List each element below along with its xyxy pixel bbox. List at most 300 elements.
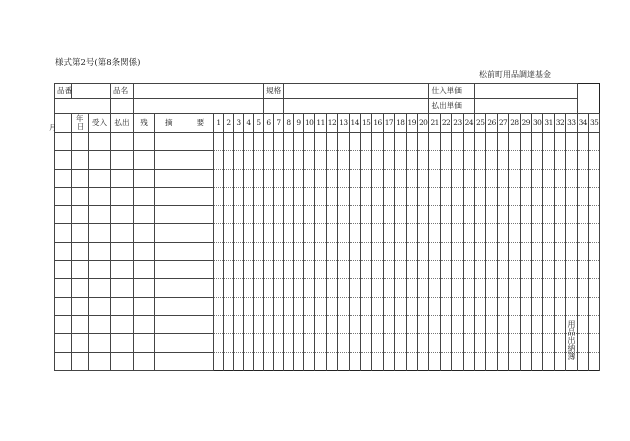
tally-cell[interactable] <box>543 279 554 297</box>
tally-cell[interactable] <box>486 352 497 370</box>
tally-cell[interactable] <box>372 151 383 169</box>
tally-cell[interactable] <box>463 334 474 352</box>
tally-cell[interactable] <box>349 187 360 205</box>
tally-cell[interactable] <box>326 315 337 333</box>
tally-cell[interactable] <box>254 352 264 370</box>
tally-cell[interactable] <box>475 169 486 187</box>
tally-cell[interactable] <box>520 279 531 297</box>
tally-cell[interactable] <box>214 242 224 260</box>
tally-cell[interactable] <box>429 352 440 370</box>
tally-cell[interactable] <box>406 187 417 205</box>
tally-cell[interactable] <box>284 297 294 315</box>
summary-cell[interactable] <box>155 297 214 315</box>
tally-cell[interactable] <box>234 133 244 151</box>
tally-cell[interactable] <box>520 261 531 279</box>
tally-cell[interactable] <box>520 315 531 333</box>
tally-cell[interactable] <box>214 151 224 169</box>
tally-cell[interactable] <box>372 334 383 352</box>
month-cell[interactable] <box>55 279 72 297</box>
tally-cell[interactable] <box>254 297 264 315</box>
tally-cell[interactable] <box>254 187 264 205</box>
tally-cell[interactable] <box>304 261 315 279</box>
tally-cell[interactable] <box>440 334 451 352</box>
tally-cell[interactable] <box>577 242 588 260</box>
summary-cell[interactable] <box>155 334 214 352</box>
tally-cell[interactable] <box>463 315 474 333</box>
tally-cell[interactable] <box>543 224 554 242</box>
tally-cell[interactable] <box>532 206 543 224</box>
tally-cell[interactable] <box>452 224 463 242</box>
tally-cell[interactable] <box>395 315 406 333</box>
tally-cell[interactable] <box>326 279 337 297</box>
tally-cell[interactable] <box>274 169 284 187</box>
tally-cell[interactable] <box>315 206 326 224</box>
tally-cell[interactable] <box>429 297 440 315</box>
tally-cell[interactable] <box>294 279 304 297</box>
tally-cell[interactable] <box>338 261 349 279</box>
tally-cell[interactable] <box>486 169 497 187</box>
tally-cell[interactable] <box>304 279 315 297</box>
tally-cell[interactable] <box>475 187 486 205</box>
tally-cell[interactable] <box>224 334 234 352</box>
tally-cell[interactable] <box>486 187 497 205</box>
tally-cell[interactable] <box>315 297 326 315</box>
tally-cell[interactable] <box>509 151 520 169</box>
tally-cell[interactable] <box>417 261 429 279</box>
tally-cell[interactable] <box>383 151 394 169</box>
tally-cell[interactable] <box>588 206 599 224</box>
tally-cell[interactable] <box>475 242 486 260</box>
summary-cell[interactable] <box>155 261 214 279</box>
tally-cell[interactable] <box>486 334 497 352</box>
tally-cell[interactable] <box>315 352 326 370</box>
tally-cell[interactable] <box>274 297 284 315</box>
tally-cell[interactable] <box>440 242 451 260</box>
tally-cell[interactable] <box>383 224 394 242</box>
tally-cell[interactable] <box>417 242 429 260</box>
tally-cell[interactable] <box>244 151 254 169</box>
tally-cell[interactable] <box>566 261 577 279</box>
tally-cell[interactable] <box>406 297 417 315</box>
tally-cell[interactable] <box>264 169 274 187</box>
tally-cell[interactable] <box>315 261 326 279</box>
day-cell[interactable] <box>72 334 89 352</box>
day-cell[interactable] <box>72 242 89 260</box>
tally-cell[interactable] <box>294 242 304 260</box>
tally-cell[interactable] <box>234 224 244 242</box>
tally-cell[interactable] <box>588 242 599 260</box>
purchase-price-field[interactable] <box>475 84 578 99</box>
tally-cell[interactable] <box>475 334 486 352</box>
tally-cell[interactable] <box>315 133 326 151</box>
tally-cell[interactable] <box>214 169 224 187</box>
tally-cell[interactable] <box>304 206 315 224</box>
tally-cell[interactable] <box>383 242 394 260</box>
tally-cell[interactable] <box>338 242 349 260</box>
tally-cell[interactable] <box>254 151 264 169</box>
issued-cell[interactable] <box>111 151 134 169</box>
tally-cell[interactable] <box>254 242 264 260</box>
tally-cell[interactable] <box>463 206 474 224</box>
tally-cell[interactable] <box>244 315 254 333</box>
tally-cell[interactable] <box>234 352 244 370</box>
tally-cell[interactable] <box>463 187 474 205</box>
tally-cell[interactable] <box>264 315 274 333</box>
tally-cell[interactable] <box>543 151 554 169</box>
tally-cell[interactable] <box>304 133 315 151</box>
received-cell[interactable] <box>89 261 111 279</box>
tally-cell[interactable] <box>326 133 337 151</box>
tally-cell[interactable] <box>406 279 417 297</box>
tally-cell[interactable] <box>338 206 349 224</box>
tally-cell[interactable] <box>566 279 577 297</box>
received-cell[interactable] <box>89 187 111 205</box>
tally-cell[interactable] <box>284 133 294 151</box>
tally-cell[interactable] <box>254 334 264 352</box>
tally-cell[interactable] <box>360 334 371 352</box>
tally-cell[interactable] <box>554 334 565 352</box>
tally-cell[interactable] <box>577 169 588 187</box>
tally-cell[interactable] <box>304 169 315 187</box>
tally-cell[interactable] <box>224 206 234 224</box>
received-cell[interactable] <box>89 206 111 224</box>
tally-cell[interactable] <box>475 261 486 279</box>
tally-cell[interactable] <box>284 279 294 297</box>
tally-cell[interactable] <box>349 315 360 333</box>
tally-cell[interactable] <box>372 187 383 205</box>
tally-cell[interactable] <box>452 334 463 352</box>
tally-cell[interactable] <box>224 352 234 370</box>
tally-cell[interactable] <box>417 315 429 333</box>
tally-cell[interactable] <box>588 261 599 279</box>
tally-cell[interactable] <box>284 151 294 169</box>
tally-cell[interactable] <box>475 224 486 242</box>
tally-cell[interactable] <box>349 334 360 352</box>
tally-cell[interactable] <box>304 352 315 370</box>
tally-cell[interactable] <box>284 315 294 333</box>
tally-cell[interactable] <box>338 279 349 297</box>
tally-cell[interactable] <box>509 261 520 279</box>
tally-cell[interactable] <box>264 297 274 315</box>
tally-cell[interactable] <box>566 242 577 260</box>
tally-cell[interactable] <box>395 224 406 242</box>
balance-cell[interactable] <box>134 334 155 352</box>
tally-cell[interactable] <box>274 224 284 242</box>
tally-cell[interactable] <box>577 187 588 205</box>
tally-cell[interactable] <box>566 224 577 242</box>
tally-cell[interactable] <box>452 151 463 169</box>
summary-cell[interactable] <box>155 352 214 370</box>
tally-cell[interactable] <box>372 169 383 187</box>
month-cell[interactable] <box>55 334 72 352</box>
tally-cell[interactable] <box>372 352 383 370</box>
balance-cell[interactable] <box>134 279 155 297</box>
tally-cell[interactable] <box>214 352 224 370</box>
tally-cell[interactable] <box>224 151 234 169</box>
tally-cell[interactable] <box>497 315 508 333</box>
tally-cell[interactable] <box>284 206 294 224</box>
tally-cell[interactable] <box>406 224 417 242</box>
tally-cell[interactable] <box>383 133 394 151</box>
tally-cell[interactable] <box>372 242 383 260</box>
tally-cell[interactable] <box>326 169 337 187</box>
received-cell[interactable] <box>89 224 111 242</box>
month-cell[interactable] <box>55 169 72 187</box>
tally-cell[interactable] <box>234 187 244 205</box>
tally-cell[interactable] <box>588 169 599 187</box>
tally-cell[interactable] <box>452 187 463 205</box>
tally-cell[interactable] <box>588 279 599 297</box>
tally-cell[interactable] <box>554 224 565 242</box>
tally-cell[interactable] <box>520 206 531 224</box>
tally-cell[interactable] <box>509 334 520 352</box>
tally-cell[interactable] <box>520 133 531 151</box>
tally-cell[interactable] <box>244 279 254 297</box>
tally-cell[interactable] <box>543 315 554 333</box>
tally-cell[interactable] <box>244 334 254 352</box>
tally-cell[interactable] <box>554 279 565 297</box>
received-cell[interactable] <box>89 279 111 297</box>
tally-cell[interactable] <box>395 334 406 352</box>
tally-cell[interactable] <box>554 187 565 205</box>
tally-cell[interactable] <box>554 151 565 169</box>
tally-cell[interactable] <box>452 206 463 224</box>
tally-cell[interactable] <box>284 169 294 187</box>
tally-cell[interactable] <box>577 151 588 169</box>
tally-cell[interactable] <box>406 206 417 224</box>
tally-cell[interactable] <box>486 242 497 260</box>
tally-cell[interactable] <box>383 206 394 224</box>
tally-cell[interactable] <box>338 334 349 352</box>
tally-cell[interactable] <box>264 334 274 352</box>
tally-cell[interactable] <box>417 334 429 352</box>
month-cell[interactable] <box>55 297 72 315</box>
tally-cell[interactable] <box>254 224 264 242</box>
tally-cell[interactable] <box>224 279 234 297</box>
tally-cell[interactable] <box>417 297 429 315</box>
tally-cell[interactable] <box>274 242 284 260</box>
tally-cell[interactable] <box>532 352 543 370</box>
tally-cell[interactable] <box>588 297 599 315</box>
day-cell[interactable] <box>72 261 89 279</box>
month-cell[interactable] <box>55 315 72 333</box>
tally-cell[interactable] <box>326 261 337 279</box>
tally-cell[interactable] <box>429 242 440 260</box>
tally-cell[interactable] <box>326 297 337 315</box>
tally-cell[interactable] <box>417 224 429 242</box>
tally-cell[interactable] <box>395 187 406 205</box>
tally-cell[interactable] <box>452 242 463 260</box>
received-cell[interactable] <box>89 334 111 352</box>
tally-cell[interactable] <box>543 261 554 279</box>
day-cell[interactable] <box>72 315 89 333</box>
tally-cell[interactable] <box>224 133 234 151</box>
received-cell[interactable] <box>89 133 111 151</box>
tally-cell[interactable] <box>338 169 349 187</box>
tally-cell[interactable] <box>383 315 394 333</box>
received-cell[interactable] <box>89 297 111 315</box>
tally-cell[interactable] <box>532 315 543 333</box>
tally-cell[interactable] <box>463 133 474 151</box>
received-cell[interactable] <box>89 352 111 370</box>
tally-cell[interactable] <box>294 224 304 242</box>
tally-cell[interactable] <box>264 242 274 260</box>
tally-cell[interactable] <box>360 133 371 151</box>
tally-cell[interactable] <box>417 187 429 205</box>
tally-cell[interactable] <box>244 352 254 370</box>
month-cell[interactable] <box>55 206 72 224</box>
tally-cell[interactable] <box>372 315 383 333</box>
tally-cell[interactable] <box>234 297 244 315</box>
tally-cell[interactable] <box>244 169 254 187</box>
tally-cell[interactable] <box>304 334 315 352</box>
tally-cell[interactable] <box>588 315 599 333</box>
tally-cell[interactable] <box>452 279 463 297</box>
day-cell[interactable] <box>72 224 89 242</box>
summary-cell[interactable] <box>155 151 214 169</box>
day-cell[interactable] <box>72 151 89 169</box>
tally-cell[interactable] <box>360 187 371 205</box>
tally-cell[interactable] <box>264 224 274 242</box>
tally-cell[interactable] <box>429 334 440 352</box>
tally-cell[interactable] <box>372 206 383 224</box>
tally-cell[interactable] <box>440 279 451 297</box>
tally-cell[interactable] <box>406 261 417 279</box>
tally-cell[interactable] <box>338 297 349 315</box>
issue-price-field[interactable] <box>475 99 578 114</box>
tally-cell[interactable] <box>264 133 274 151</box>
balance-cell[interactable] <box>134 297 155 315</box>
tally-cell[interactable] <box>360 261 371 279</box>
tally-cell[interactable] <box>383 169 394 187</box>
tally-cell[interactable] <box>429 224 440 242</box>
tally-cell[interactable] <box>395 297 406 315</box>
tally-cell[interactable] <box>440 169 451 187</box>
tally-cell[interactable] <box>372 297 383 315</box>
tally-cell[interactable] <box>326 206 337 224</box>
summary-cell[interactable] <box>155 187 214 205</box>
tally-cell[interactable] <box>315 187 326 205</box>
tally-cell[interactable] <box>338 133 349 151</box>
tally-cell[interactable] <box>452 297 463 315</box>
month-cell[interactable] <box>55 352 72 370</box>
tally-cell[interactable] <box>234 169 244 187</box>
balance-cell[interactable] <box>134 169 155 187</box>
tally-cell[interactable] <box>274 151 284 169</box>
issued-cell[interactable] <box>111 206 134 224</box>
tally-cell[interactable] <box>254 133 264 151</box>
tally-cell[interactable] <box>224 187 234 205</box>
month-cell[interactable] <box>55 151 72 169</box>
tally-cell[interactable] <box>326 352 337 370</box>
tally-cell[interactable] <box>429 261 440 279</box>
tally-cell[interactable] <box>224 169 234 187</box>
tally-cell[interactable] <box>417 206 429 224</box>
tally-cell[interactable] <box>360 224 371 242</box>
tally-cell[interactable] <box>244 261 254 279</box>
balance-cell[interactable] <box>134 151 155 169</box>
tally-cell[interactable] <box>264 352 274 370</box>
tally-cell[interactable] <box>429 133 440 151</box>
summary-cell[interactable] <box>155 206 214 224</box>
balance-cell[interactable] <box>134 352 155 370</box>
tally-cell[interactable] <box>566 206 577 224</box>
tally-cell[interactable] <box>497 187 508 205</box>
tally-cell[interactable] <box>543 187 554 205</box>
tally-cell[interactable] <box>244 242 254 260</box>
tally-cell[interactable] <box>566 151 577 169</box>
month-cell[interactable] <box>55 133 72 151</box>
tally-cell[interactable] <box>475 297 486 315</box>
tally-cell[interactable] <box>520 169 531 187</box>
tally-cell[interactable] <box>372 261 383 279</box>
tally-cell[interactable] <box>304 187 315 205</box>
tally-cell[interactable] <box>554 242 565 260</box>
tally-cell[interactable] <box>463 279 474 297</box>
tally-cell[interactable] <box>554 169 565 187</box>
balance-cell[interactable] <box>134 261 155 279</box>
tally-cell[interactable] <box>372 133 383 151</box>
tally-cell[interactable] <box>349 151 360 169</box>
tally-cell[interactable] <box>440 224 451 242</box>
tally-cell[interactable] <box>497 206 508 224</box>
tally-cell[interactable] <box>509 169 520 187</box>
tally-cell[interactable] <box>284 352 294 370</box>
tally-cell[interactable] <box>315 242 326 260</box>
tally-cell[interactable] <box>304 297 315 315</box>
tally-cell[interactable] <box>543 133 554 151</box>
tally-cell[interactable] <box>234 242 244 260</box>
tally-cell[interactable] <box>588 224 599 242</box>
tally-cell[interactable] <box>395 169 406 187</box>
tally-cell[interactable] <box>509 352 520 370</box>
tally-cell[interactable] <box>532 133 543 151</box>
tally-cell[interactable] <box>532 261 543 279</box>
tally-cell[interactable] <box>452 352 463 370</box>
issued-cell[interactable] <box>111 133 134 151</box>
tally-cell[interactable] <box>566 187 577 205</box>
issued-cell[interactable] <box>111 315 134 333</box>
tally-cell[interactable] <box>383 334 394 352</box>
tally-cell[interactable] <box>264 187 274 205</box>
tally-cell[interactable] <box>463 224 474 242</box>
balance-cell[interactable] <box>134 224 155 242</box>
tally-cell[interactable] <box>486 261 497 279</box>
tally-cell[interactable] <box>304 242 315 260</box>
tally-cell[interactable] <box>417 169 429 187</box>
tally-cell[interactable] <box>284 187 294 205</box>
issued-cell[interactable] <box>111 187 134 205</box>
tally-cell[interactable] <box>338 151 349 169</box>
tally-cell[interactable] <box>543 297 554 315</box>
tally-cell[interactable] <box>440 352 451 370</box>
tally-cell[interactable] <box>254 261 264 279</box>
tally-cell[interactable] <box>588 133 599 151</box>
tally-cell[interactable] <box>294 352 304 370</box>
tally-cell[interactable] <box>315 279 326 297</box>
tally-cell[interactable] <box>566 169 577 187</box>
tally-cell[interactable] <box>274 261 284 279</box>
tally-cell[interactable] <box>588 352 599 370</box>
tally-cell[interactable] <box>395 261 406 279</box>
tally-cell[interactable] <box>326 242 337 260</box>
tally-cell[interactable] <box>274 187 284 205</box>
balance-cell[interactable] <box>134 187 155 205</box>
tally-cell[interactable] <box>406 151 417 169</box>
tally-cell[interactable] <box>463 242 474 260</box>
tally-cell[interactable] <box>520 334 531 352</box>
tally-cell[interactable] <box>577 297 588 315</box>
